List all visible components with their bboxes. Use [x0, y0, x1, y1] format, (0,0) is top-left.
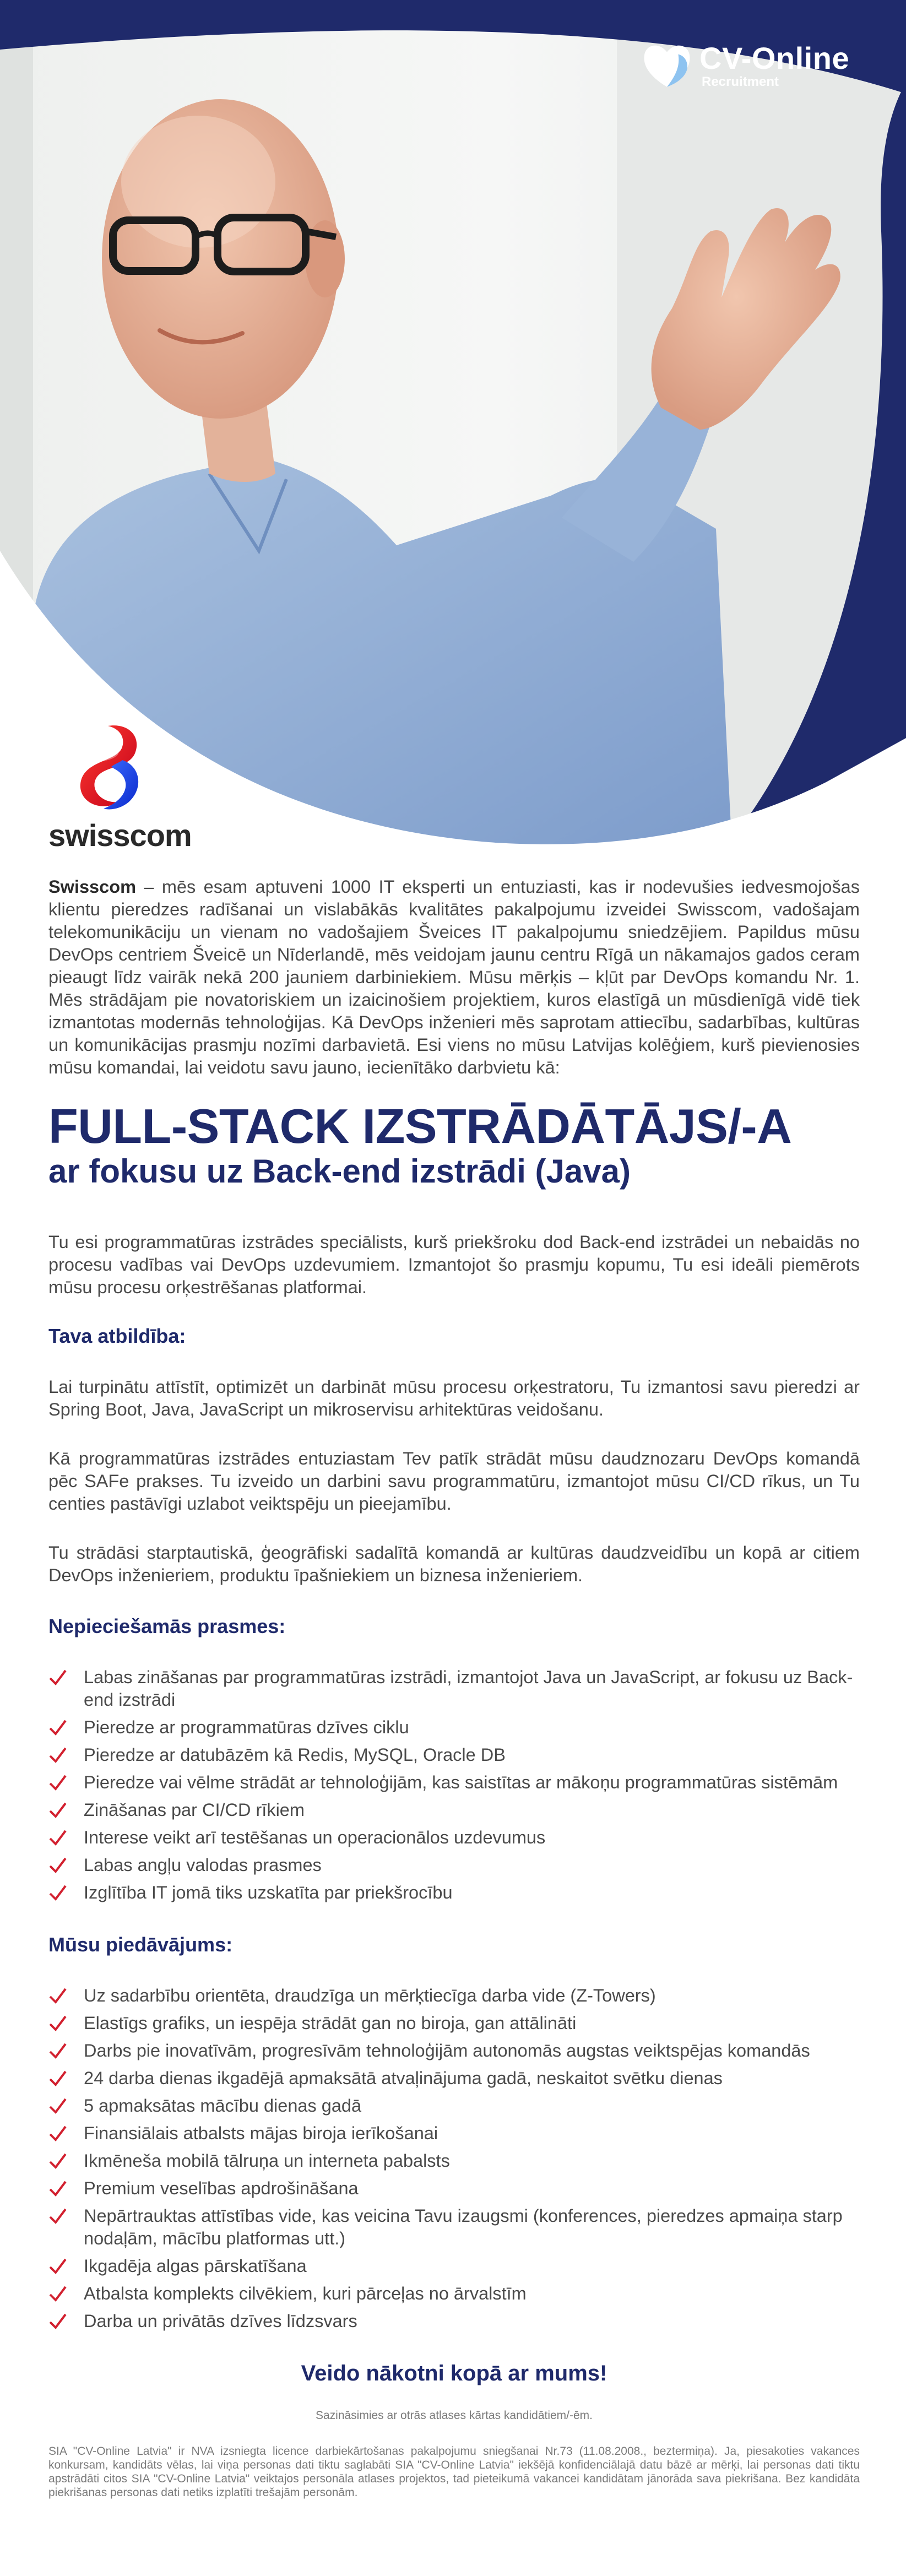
- check-icon: [48, 1884, 67, 1902]
- list-item: Labas angļu valodas prasmes: [48, 1854, 860, 1877]
- list-item: 5 apmaksātas mācību dienas gadā: [48, 2095, 860, 2117]
- job-ad-content: [48, 876, 860, 2499]
- list-item: Zināšanas par CI/CD rīkiem: [48, 1799, 860, 1821]
- list-item: Pieredze ar datubāzēm kā Redis, MySQL, Oracle DB: [48, 1744, 860, 1766]
- check-icon: [48, 2097, 67, 2116]
- list-item: 24 darba dienas ikgadējā apmaksātā atvaļinājuma gadā, neskaitot svētku dienas: [48, 2067, 860, 2090]
- check-icon: [48, 2257, 67, 2276]
- responsibility-paragraph: Kā programmatūras izstrādes entuziastam Tev patīk strādāt mūsu daudznozaru DevOps komandā pēc SAFe prakses. Tu izveido un darbini savu programmatūru, izmantojot mūsu CI/CD rīkus, un Tu centies pastāvīgi uzlabot veiktspēju un pieejamību.: [48, 1449, 860, 1514]
- hero-banner: [0, 0, 906, 859]
- check-icon: [48, 1718, 67, 1737]
- check-icon: [48, 1829, 67, 1847]
- check-icon: [48, 2042, 67, 2060]
- check-icon: [48, 1668, 67, 1687]
- check-icon: [48, 1801, 67, 1820]
- list-item: Ikmēneša mobilā tālruņa un interneta pabalsts: [48, 2150, 860, 2172]
- job-subtitle: ar fokusu uz Back-end izstrādi (Java): [48, 1153, 631, 1190]
- responsibility-heading: Tava atbildība:: [48, 1325, 186, 1347]
- responsibility-paragraph: Lai turpinātu attīstīt, optimizēt un darbināt mūsu procesu orķestratoru, Tu izmantosi savu pieredzi ar Spring Boot, Java, JavaScript un mikroservisu arhitektūras veidošanu.: [48, 1377, 860, 1419]
- check-icon: [48, 2179, 67, 2198]
- cv-online-logo: [639, 37, 849, 94]
- swisscom-wordmark: swisscom: [48, 818, 192, 853]
- skills-heading: Nepieciešamās prasmes:: [48, 1615, 286, 1637]
- offer-heading: Mūsu piedāvājums:: [48, 1933, 233, 1956]
- contact-note: Sazināsimies ar otrās atlases kārtas kandidātiem/-ēm.: [315, 2409, 593, 2422]
- responsibility-paragraph: Tu strādāsi starptautiskā, ģeogrāfiski sadalītā komandā ar kultūras daudzveidību un kopā ar citiem DevOps inženieriem, produktu īpašniekiem un biznesa inženieriem.: [48, 1543, 860, 1585]
- check-icon: [48, 2285, 67, 2303]
- job-intro: Tu esi programmatūras izstrādes speciālists, kurš priekšroku dod Back-end izstrādei un nebaidās no procesu vadības vai DevOps uzdevumiem. Izmantojot šo prasmju kopumu, Tu esi ideāli piemērots mūsu procesu orķestrēšanas platformai.: [48, 1232, 860, 1297]
- legal-notice: SIA "CV-Online Latvia" ir NVA izsniegta licence darbiekārtošanas pakalpojumu sniegšanai Nr.73 (11.08.2008., beztermiņa). Ja, piesakoties vakances konkursam, kandidāts vēlas, lai viņa personas dati tiktu saglabāti SIA "CV-Online Latvia" iekšējā konfidenciālajā datu bāzē ar mērķi, lai personas dati tiktu apstrādāti citos SIA "CV-Online Latvia" veiktajos personāla atlases projektos, tad pieteikumā vakancei kandidātam jānorāda sava piekrišana. Bez kandidāta piekrišanas personas dati netiks izplatīti trešajām personām.: [48, 2445, 860, 2499]
- call-to-action: Veido nākotni kopā ar mums!: [301, 2361, 607, 2385]
- company-about-text: – mēs esam aptuveni 1000 IT eksperti un entuziasti, kas ir nodevušies iedvesmojošas klientu pieredzes radīšanai un vislabākās kvalitātes pakalpojumu izveidei Swisscom, vadošajam telekomunikāciju un vienam no vadošajiem Šveices IT pakalpojumu sniedzējiem. Papildus mūsu DevOps centriem Šveicē un Nīderlandē, mēs veidojam jaunu centru Rīgā un nākamajos gados ceram pieaugt līdz vairāk nekā 200 jauniem darbiniekiem. Mūsu mērķis – kļūt par DevOps komandu Nr. 1. Mēs strādājam pie novatoriskiem un izaicinošiem projektiem, kuros elastīgā un mūsdienīgā vidē tiek izmantotas modernās tehnoloģijas. Kā DevOps inženieri mēs saprotam attiecību, sadarbības, kultūras un komunikācijas prasmju nozīmi darbavietā. Esi viens no mūsu Latvijas kolēģiem, kurš pievienosies mūsu komandai, lai veidotu savu jauno, iecienītāko darbvietu kā:: [48, 877, 860, 1077]
- brand-name: CV-Online: [699, 41, 850, 75]
- list-item: Ikgadēja algas pārskatīšana: [48, 2255, 860, 2277]
- list-item: Darba un privātās dzīves līdzsvars: [48, 2310, 860, 2333]
- brand-subtitle: Recruitment: [702, 74, 779, 89]
- list-item: Uz sadarbību orientēta, draudzīga un mērķtiecīga darba vide (Z-Towers): [48, 1984, 860, 2007]
- list-item: Pieredze vai vēlme strādāt ar tehnoloģijām, kas saistītas ar mākoņu programmatūras sistēmām: [48, 1771, 860, 1794]
- list-item: Darbs pie inovatīvām, progresīvām tehnoloģijām autonomās augstas veiktspējas komandās: [48, 2040, 860, 2062]
- check-icon: [48, 2312, 67, 2331]
- cv-online-heart-icon: [639, 37, 695, 94]
- check-icon: [48, 2124, 67, 2143]
- check-icon: [48, 1987, 67, 2005]
- offer-list: [48, 1984, 860, 2333]
- list-item: Izglītība IT jomā tiks uzskatīta par priekšrocību: [48, 1881, 860, 1904]
- list-item: Atbalsta komplekts cilvēkiem, kuri pārceļas no ārvalstīm: [48, 2282, 860, 2305]
- swisscom-logo: [48, 722, 192, 853]
- list-item: Pieredze ar programmatūras dzīves ciklu: [48, 1716, 860, 1739]
- swisscom-lifeform-icon: [69, 722, 152, 815]
- list-item: Premium veselības apdrošināšana: [48, 2177, 860, 2200]
- job-title: FULL-STACK IZSTRĀDĀTĀJS/-A: [48, 1099, 792, 1153]
- check-icon: [48, 2014, 67, 2033]
- check-icon: [48, 1774, 67, 1792]
- check-icon: [48, 1856, 67, 1875]
- skills-list: [48, 1666, 860, 1904]
- list-item: Labas zināšanas par programmatūras izstrādi, izmantojot Java un JavaScript, ar fokusu uz Back-end izstrādi: [48, 1666, 860, 1711]
- check-icon: [48, 2069, 67, 2088]
- company-name-bold: Swisscom: [48, 877, 136, 897]
- check-icon: [48, 2207, 67, 2226]
- list-item: Finansiālais atbalsts mājas biroja ierīkošanai: [48, 2122, 860, 2145]
- list-item: Nepārtrauktas attīstības vide, kas veicina Tavu izaugsmi (konferences, pieredzes apmaiņa starp nodaļām, mācību platformas utt.): [48, 2205, 860, 2250]
- list-item: Elastīgs grafiks, un iespēja strādāt gan no biroja, gan attālināti: [48, 2012, 860, 2035]
- company-about: [48, 876, 860, 1079]
- check-icon: [48, 1746, 67, 1765]
- check-icon: [48, 2152, 67, 2171]
- list-item: Interese veikt arī testēšanas un operacionālos uzdevumus: [48, 1826, 860, 1849]
